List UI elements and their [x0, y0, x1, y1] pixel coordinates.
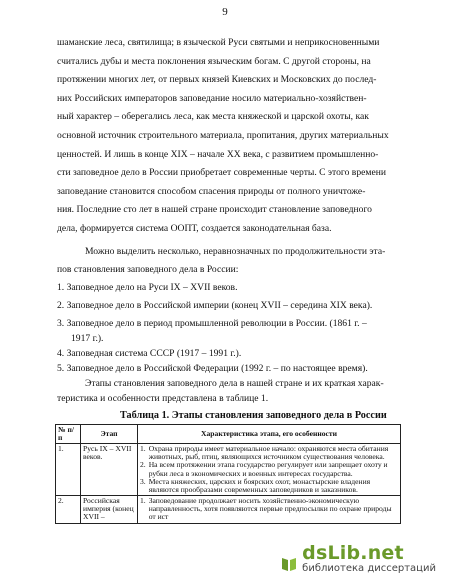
text-line: них Российских императоров заповедание носило материально-хозяйствен-	[57, 92, 367, 104]
text-line: шаманские леса, святилища; в языческой Руси святыми и неприкосновенными	[57, 37, 380, 48]
text-line: пов становления заповедного дела в России:	[57, 264, 239, 275]
list-item: 4. Заповедная система СССР (1917 – 1991 г.).	[57, 348, 242, 359]
list-item: 3. Заповедное дело в период промышленной революции в России. (1861 г. –	[57, 318, 367, 329]
text-line: ния. Последние сто лет в нашей стране происходит становление заповедного	[57, 204, 372, 216]
feature-number: 3.	[140, 476, 146, 486]
list-item: 2. Заповедное дело в Российской империи (конец XVII – середина XIX века).	[57, 300, 373, 311]
watermark-brand: dsLib.net	[302, 542, 404, 564]
text-line: Можно выделить несколько, неравнозначных по продолжительности эта-	[85, 246, 386, 257]
feature-number: 1.	[140, 443, 146, 453]
feature-number: 1.	[140, 496, 146, 506]
book-icon	[279, 554, 299, 574]
text-line: основной источник строительного материала, пропитания, других материальных	[57, 130, 389, 141]
header-stage: Этап	[81, 425, 138, 444]
row-stage: Русь IX – XVII веков.	[81, 443, 138, 495]
feature-item	[140, 461, 398, 477]
header-number: № п/п	[56, 425, 81, 444]
row-features	[138, 443, 401, 495]
feature-text: Охрана природы имеет материальное начало: охраняются места обитания животных, рыб, птиц, являющихся источником существования человека.	[148, 443, 389, 462]
text-line: теристика и особенности представлена в таблице 1.	[57, 393, 269, 404]
list-item-continuation: 1917 г.).	[71, 333, 104, 344]
header-features: Характеристика этапа, его особенности	[138, 425, 401, 444]
text-line: ный характер – оберегались леса, как места княжеской и царской охоты, как	[57, 111, 369, 123]
row-stage: Российская империя (конец XVII –	[81, 496, 138, 524]
list-item: 5. Заповедное дело в Российской Федерации (1992 г. – по настоящее время).	[57, 363, 368, 374]
row-number: 2.	[56, 496, 81, 524]
feature-text: Места княжеских, царских и боярских охот, монастырские владения являются прообразами современных заповедников и заказников.	[148, 476, 371, 494]
page-number: 9	[222, 6, 228, 18]
text-line: считались дубы и места поклонения языческим богам. С другой стороны, на	[57, 55, 371, 67]
feature-item	[140, 445, 398, 461]
feature-text: На всем протяжении этапа государство регулирует или запрещает охоту и рубки леса в экономических и военных интересах государства.	[148, 460, 388, 478]
feature-item	[140, 497, 398, 522]
text-line: сти заповедное дело в России приобретает современные черты. С этого времени	[57, 167, 386, 179]
watermark	[279, 544, 436, 574]
list-item: 1. Заповедное дело на Руси IX – XVII веков.	[57, 282, 238, 293]
stages-table	[55, 424, 401, 524]
watermark-subtitle: библиотека диссертаций	[302, 563, 436, 574]
feature-item	[140, 478, 398, 494]
row-number: 1.	[56, 443, 81, 495]
text-line: Этапы становления заповедного дела в нашей стране и их краткая харак-	[85, 378, 384, 389]
watermark-text	[302, 544, 436, 574]
text-line: ценностей. И лишь в конце XIX – начале XX века, с развитием промышленно-	[57, 148, 379, 160]
feature-number: 2.	[140, 460, 146, 470]
feature-text: Заповедование продолжает носить хозяйственно-экономическую направленность, хотя появляются первые предпосылки по охране природы от ист	[148, 496, 392, 522]
table-header-row	[56, 425, 401, 444]
table-row	[56, 443, 401, 495]
text-line: протяжении многих лет, от первых князей Киевских и Московских до послед-	[57, 74, 377, 86]
table-row	[56, 496, 401, 524]
text-line: дела, формируется система ООПТ, создается законодательная база.	[57, 223, 332, 234]
text-line: заповедание становится способом спасения природы от полного уничтоже-	[57, 185, 366, 197]
table-title: Таблица 1. Этапы становления заповедного дела в России	[120, 410, 387, 421]
row-features	[138, 496, 401, 524]
